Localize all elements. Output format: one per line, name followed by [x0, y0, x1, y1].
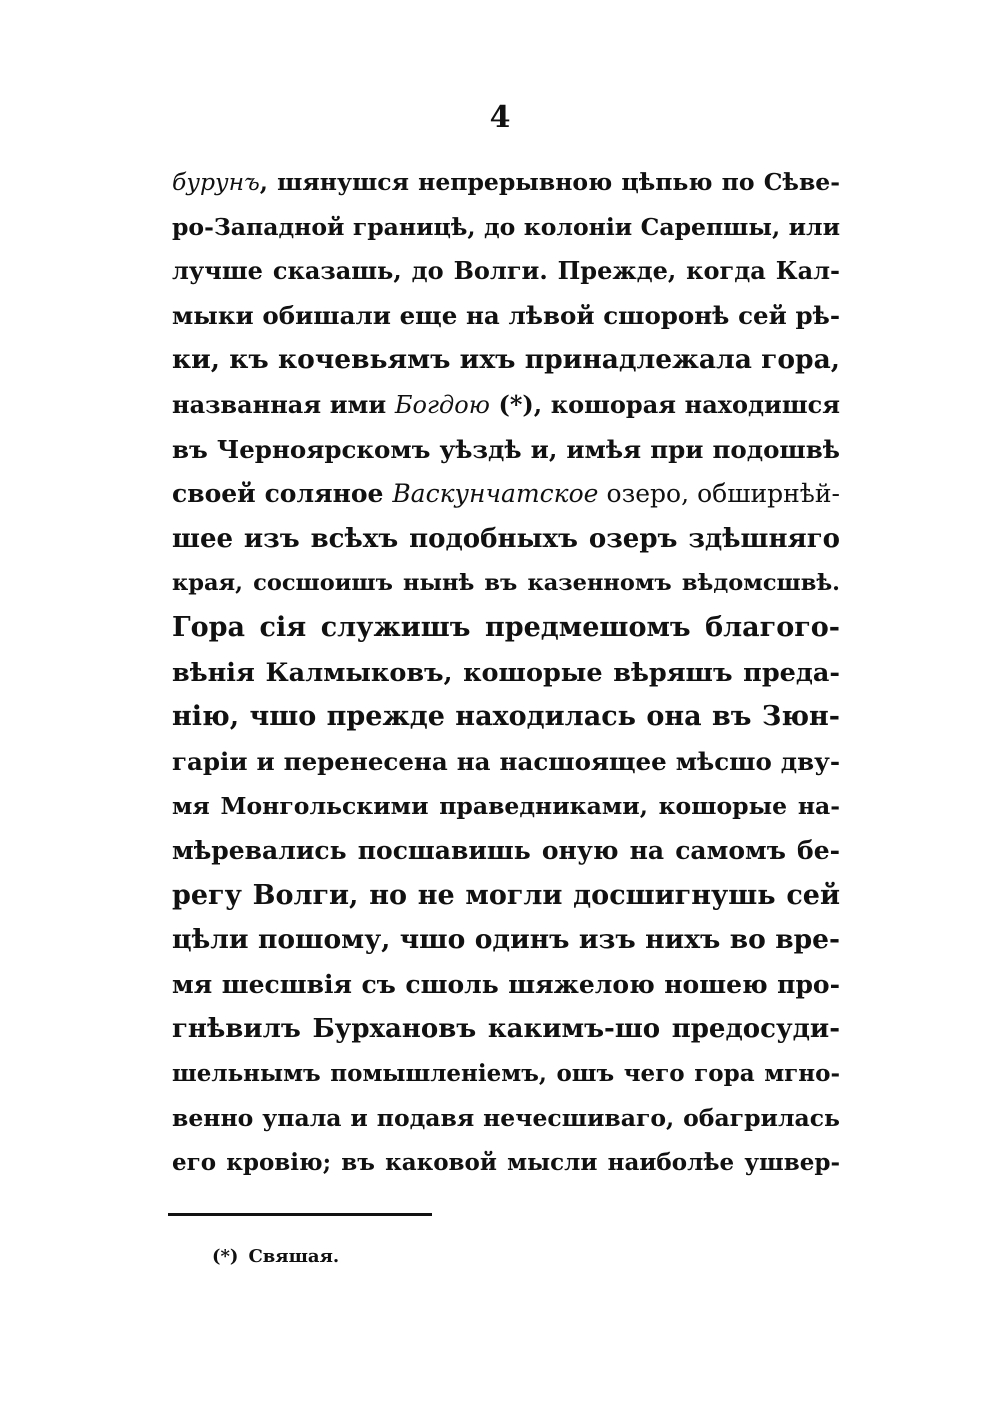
text-line — [172, 1007, 840, 1052]
italic-segment: Васкунчатское — [392, 479, 599, 509]
text-line — [172, 205, 840, 250]
text-segment: венно упала и подавя нечесшиваго, обагрилась — [172, 1104, 840, 1133]
text-line — [172, 1052, 840, 1097]
text-segment: , шянушся непрерывною цѣпью по Сѣве- — [259, 168, 840, 196]
footnote-rule — [168, 1213, 432, 1216]
text-segment: цѣли пошому, чшо одинъ изъ нихъ во вре- — [172, 924, 840, 956]
text-line — [172, 561, 840, 606]
text-segment: его кровію; въ каковой мысли наиболѣе ушвер- — [172, 1149, 840, 1177]
text-line — [172, 517, 840, 562]
text-line — [172, 294, 840, 339]
text-line — [172, 338, 840, 383]
text-segment: ки, къ кочевьямъ ихъ принадлежала гора, — [172, 344, 840, 376]
body-text — [172, 160, 840, 1186]
text-segment: шельнымъ помышленіемъ, ошъ чего гора мгно- — [172, 1059, 840, 1087]
text-segment: мя шесшвія съ сшоль шяжелою ношею про- — [172, 969, 840, 999]
text-line — [172, 651, 840, 696]
text-segment: гаріи и перенесена на насшоящее мѣсшо дву- — [172, 746, 840, 776]
text-segment: лучше сказашь, до Волги. Прежде, когда Кал- — [172, 256, 840, 286]
italic-segment: бурунъ — [172, 168, 260, 196]
footnote-marker: (*) — [212, 1246, 239, 1267]
text-line — [172, 695, 840, 740]
text-line — [172, 1141, 840, 1186]
text-segment: нію, чшо прежде находилась она въ Зюн- — [172, 701, 840, 733]
text-segment: ро-Западной границѣ, до колоніи Сарепшы, или — [172, 212, 840, 241]
text-segment: въ Черноярскомъ уѣздѣ и, имѣя при подошвѣ — [172, 434, 840, 464]
text-segment: регу Волги, но не могли досшигнушь сей — [172, 879, 840, 911]
text-segment: гнѣвилъ Бурхановъ какимъ-шо предосуди- — [172, 1014, 840, 1045]
italic-segment: Богдою — [394, 390, 490, 419]
text-segment: вѣнія Калмыковъ, кошорые вѣряшъ преда- — [172, 657, 840, 688]
text-line — [172, 472, 840, 517]
text-line — [172, 160, 840, 205]
text-line — [172, 383, 840, 428]
text-line — [172, 249, 840, 294]
text-line — [172, 740, 840, 785]
text-line — [172, 606, 840, 651]
text-segment: своей соляное — [172, 479, 393, 509]
text-line — [172, 1096, 840, 1141]
text-segment: (*), кошорая находишся — [489, 389, 840, 419]
footnote — [212, 1246, 339, 1267]
footnote-text: Свяшая. — [248, 1246, 340, 1267]
text-line — [172, 784, 840, 829]
text-line — [172, 428, 840, 473]
text-segment: мѣревались посшавишь оную на самомъ бе- — [172, 835, 840, 865]
text-line — [172, 829, 840, 874]
text-segment: мя Монгольскими праведниками, кошорые на- — [172, 792, 840, 821]
text-segment: шее изъ всѣхъ подобныхъ озеръ здѣшняго — [172, 523, 840, 554]
page-number: 4 — [489, 100, 511, 135]
text-segment: края, сосшоишъ нынѣ въ казенномъ вѣдомсшвѣ. — [172, 570, 840, 597]
text-line — [172, 874, 840, 919]
text-segment: Гора сія служишъ предмешомъ благого- — [172, 611, 840, 643]
text-line — [172, 918, 840, 963]
text-segment: названная ими — [172, 389, 395, 419]
text-segment: озеро, обширнѣй- — [598, 479, 840, 509]
text-line — [172, 963, 840, 1008]
text-segment: мыки обишали еще на лѣвой сшоронѣ сей рѣ- — [172, 300, 840, 330]
